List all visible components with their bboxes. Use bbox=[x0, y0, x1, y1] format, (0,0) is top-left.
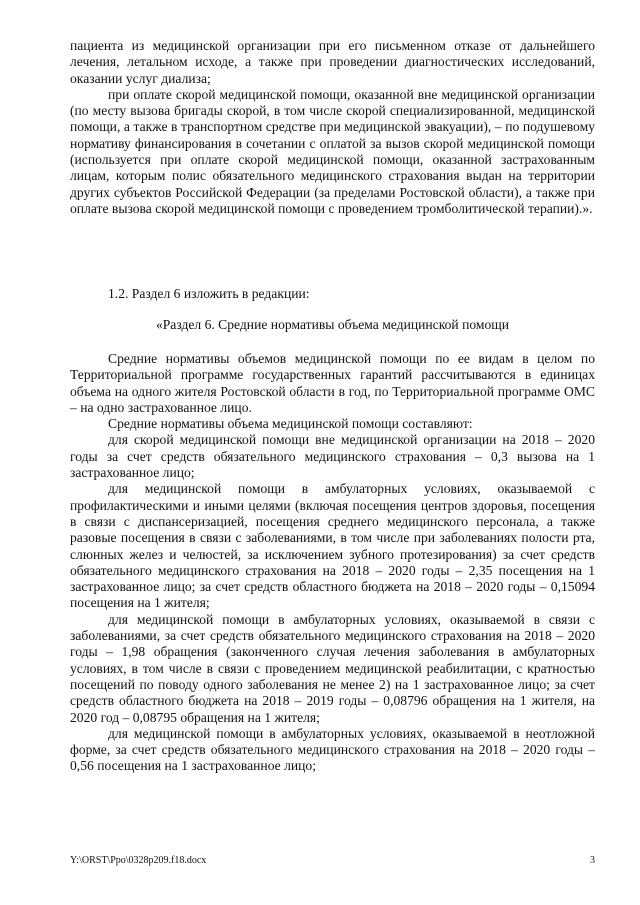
item-heading: 1.2. Раздел 6 изложить в редакции: bbox=[108, 286, 310, 301]
footer-file-path: Y:\ORST\Ppo\0328p209.f18.docx bbox=[70, 855, 207, 866]
text-block-main bbox=[70, 351, 595, 775]
paragraph-continuation: пациента из медицинской организации при его письменном отказе от дальнейшего лечения, летальном исходе, а также при проведении диагностических исследований, оказании услуг диализа; bbox=[70, 38, 595, 86]
paragraph-disease-norm: для медицинской помощи в амбулаторных условиях, оказываемой в связи с заболеваниями, за счет средств обязательного медицинского страхования на 2018 – 2020 годы – 1,98 обращения (законченного случая лечения заболевания в амбулаторных условиях, в том числе в связи с проведением медицинской реабилитации, с кратностью посещений по поводу одного заболевания не менее 2) на 1 застрахованное лицо; за счет средств областного бюджета на 2018 – 2019 годы – 0,08796 обращения на 1 жителя, на 2020 год – 0,08795 обращения на 1 жителя; bbox=[70, 611, 595, 725]
text-block-top bbox=[70, 38, 595, 217]
paragraph-norms-intro: Средние нормативы объемов медицинской помощи по ее видам в целом по Территориальной программе государственных гарантий рассчитываются в единицах объема на одного жителя Ростовской области в год, по Территориальной программе ОМС – на одно застрахованное лицо. bbox=[70, 351, 595, 415]
paragraph-ambulance-norm: для скорой медицинской помощи вне медицинской организации на 2018 – 2020 годы за счет средств обязательного медицинского страхования – 0,3 вызова на 1 застрахованное лицо; bbox=[70, 432, 595, 481]
section-title: «Раздел 6. Средние нормативы объема медицинской помощи bbox=[155, 317, 510, 332]
paragraph-urgent-norm: для медицинской помощи в амбулаторных условиях, оказываемой в неотложной форме, за счет средств обязательного медицинского страхования на 2018 – 2020 годы – 0,56 посещения на 1 застрахованное лицо; bbox=[70, 725, 595, 774]
paragraph-ambulance-payment: при оплате скорой медицинской помощи, оказанной вне медицинской организации (по месту вызова бригады скорой, в том числе скорой специализированной, медицинской помощи, а также в транспортном средстве при медицинской эвакуации), – по подушевому нормативу финансирования в сочетании с оплатой за вызов скорой медицинской помощи (используется при оплате скорой медицинской помощи, оказанной застрахованным лицам, которым полис обязательного медицинского страхования выдан на территории других субъектов Российской Федерации (за пределами Ростовской области), а также при оплате вызова скорой медицинской помощи с проведением тромболитической терапии).». bbox=[70, 86, 595, 216]
paragraph-preventive-norm: для медицинской помощи в амбулаторных условиях, оказываемой с профилактическими и иными целями (включая посещения центров здоровья, посещения в связи с диспансеризацией, посещения среднего медицинского персонала, а также разовые посещения в связи с заболеваниями, в том числе при заболеваниях полости рта, слюнных желез и челюстей, за исключением зубного протезирования) за счет средств обязательного медицинского страхования на 2018 – 2020 годы – 2,35 посещения на 1 застрахованное лицо; за счет средств областного бюджета на 2018 – 2020 годы – 0,15094 посещения на 1 жителя; bbox=[70, 481, 595, 611]
footer-page-number: 3 bbox=[590, 855, 595, 866]
paragraph-norms-list-intro: Средние нормативы объема медицинской помощи составляют: bbox=[108, 416, 473, 432]
